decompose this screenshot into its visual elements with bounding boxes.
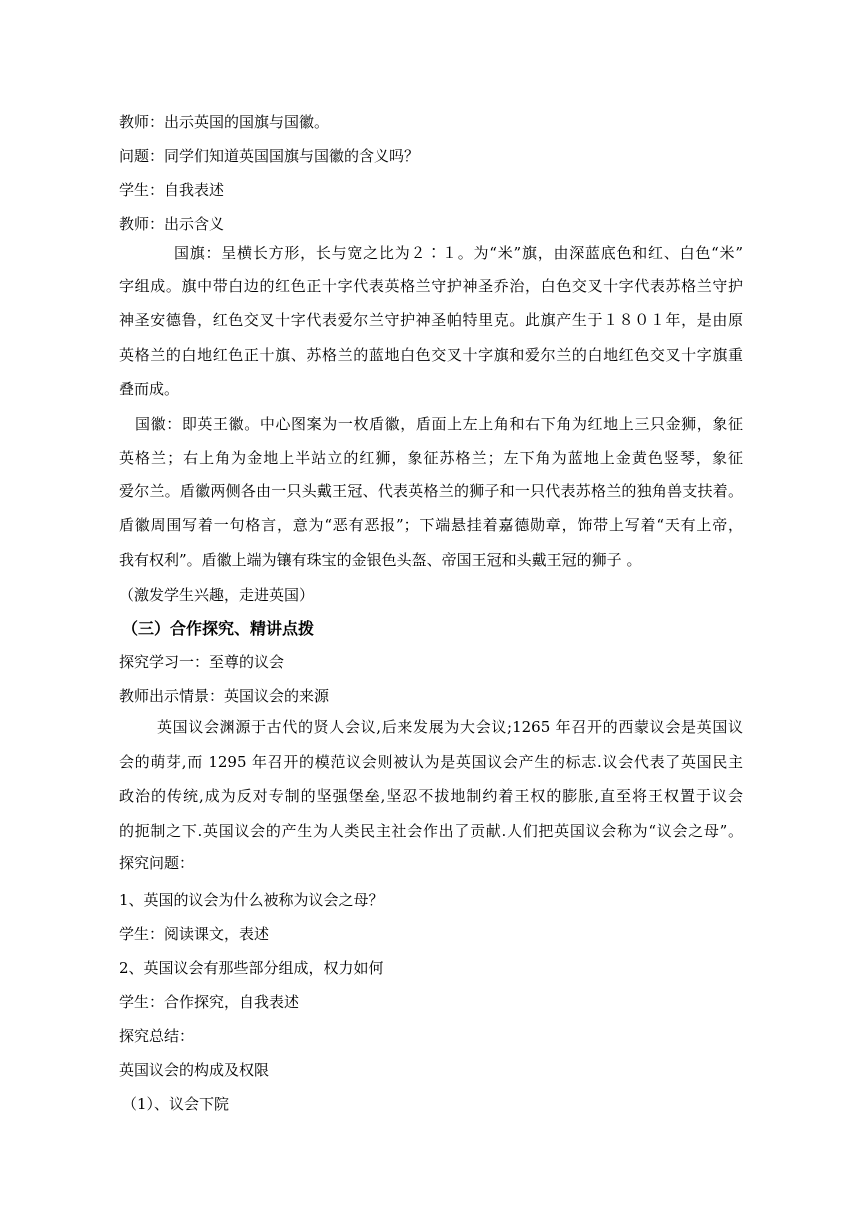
text-line: 会的萌芽,而 1295 年召开的模范议会则被认为是英国议会产生的标志.议会代表了英国民主 [119, 753, 743, 771]
section-heading: （三）合作探究、精讲点拨 [122, 619, 315, 638]
text-line: 国徽：即英王徽。中心图案为一枚盾徽，盾面上左上角和右下角为红地上三只金狮，象征 [135, 415, 743, 433]
text-line: 学生：阅读课文，表述 [119, 925, 270, 943]
text-line: （激发学生兴趣，走进英国） [119, 586, 315, 604]
text-line: 政治的传统,成为反对专制的坚强堡垒,坚忍不拔地制约着王权的膨胀,直至将王权置于议会 [119, 787, 743, 805]
text-line: 神圣安德鲁，红色交叉十字代表爱尔兰守护神圣帕特里克。此旗产生于１８０１年，是由原 [119, 311, 743, 329]
text-line: 盾徽周围写着一句格言，意为“恶有恶报”；下端悬挂着嘉德勋章，饰带上写着“天有上帝， [119, 516, 743, 534]
text-line: 的扼制之下.英国议会的产生为人类民主社会作出了贡献.人们把英国议会称为“议会之母”。 [119, 822, 743, 840]
text-line: 教师出示情景：英国议会的来源 [119, 687, 330, 705]
text-line: 国旗：呈横长方形，长与宽之比为２∶１。为“米”旗，由深蓝底色和红、白色“米” [174, 244, 743, 262]
text-line: 英国议会渊源于古代的贤人会议,后来发展为大会议;1265 年召开的西蒙议会是英国议 [157, 718, 743, 736]
text-line: 探究问题： [119, 854, 195, 872]
text-line: 探究学习一：至尊的议会 [119, 653, 285, 671]
text-line: 教师：出示英国的国旗与国徽。 [119, 113, 330, 131]
text-line: 英格兰的白地红色正十旗、苏格兰的蓝地白色交叉十字旗和爱尔兰的白地红色交叉十字旗重 [119, 346, 743, 364]
text-line: （1）、议会下院 [122, 1095, 230, 1113]
text-line: 1、英国的议会为什么被称为议会之母？ [119, 891, 384, 909]
text-line: 问题：同学们知道英国国旗与国徽的含义吗？ [119, 147, 420, 165]
text-line: 学生：自我表述 [119, 181, 225, 199]
text-line: 学生：合作探究，自我表述 [119, 993, 300, 1011]
text-line: 我有权利”。盾徽上端为镶有珠宝的金银色头盔、帝国王冠和头戴王冠的狮子 。 [119, 551, 642, 569]
text-line: 教师：出示含义 [119, 215, 225, 233]
text-line: 字组成。旗中带白边的红色正十字代表英格兰守护神圣乔治，白色交叉十字代表苏格兰守护 [119, 277, 743, 295]
text-line: 爱尔兰。盾徽两侧各由一只头戴王冠、代表英格兰的狮子和一只代表苏格兰的独角兽支扶着。 [119, 482, 743, 500]
text-line: 探究总结： [119, 1027, 195, 1045]
text-line: 英国议会的构成及权限 [119, 1061, 270, 1079]
text-line: 2、英国议会有那些部分组成，权力如何 [119, 959, 384, 977]
text-line: 英格兰；右上角为金地上半站立的红狮，象征苏格兰；左下角为蓝地上金黄色竖琴，象征 [119, 449, 743, 467]
text-line: 叠而成。 [119, 380, 180, 398]
